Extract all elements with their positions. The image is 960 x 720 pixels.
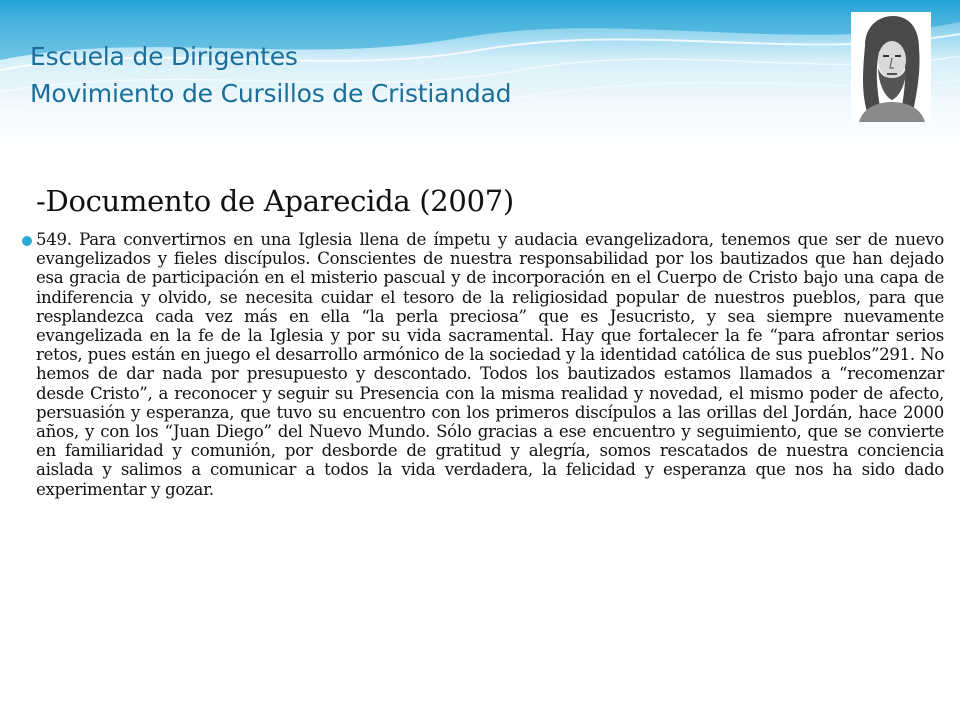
header-wave-decoration (0, 0, 960, 150)
bullet-dot-icon (22, 236, 32, 246)
slide-header (0, 0, 960, 150)
document-heading: -Documento de Aparecida (2007) (36, 184, 514, 218)
christ-portrait-icon (851, 12, 931, 122)
header-title-line1: Escuela de Dirigentes (30, 42, 298, 71)
quote-paragraph: 549. Para convertirnos en una Iglesia llena de ímpetu y audacia evangelizadora, tenemos que ser de nuevo evangelizados y fieles discípulos. Conscientes de nuestra responsabilidad por los bautizados que han dejado esa gracia de participación en el misterio pascual y de incorporación en el Cuerpo de Cristo bajo una capa de indiferencia y olvido, se necesita cuidar el tesoro de la religiosidad popular de nuestros pueblos, para que resplandezca cada vez más en ella “la perla preciosa” que es Jesucristo, y sea siempre nuevamente evangelizada en la fe de la Iglesia y por su vida sacramental. Hay que fortalecer la fe “para afrontar serios retos, pues están en juego el desarrollo armónico de la sociedad y la identidad católica de sus pueblos”291. No hemos de dar nada por presupuesto y descontado. Todos los bautizados estamos llamados a “recomenzar desde Cristo”, a reconocer y seguir su Presencia con la misma realidad y novedad, el mismo poder de afecto, persuasión y esperanza, que tuvo su encuentro con los primeros discípulos a las orillas del Jordán, hace 2000 años, y con los “Juan Diego” del Nuevo Mundo. Sólo gracias a ese encuentro y seguimiento, que se convierte en familiaridad y comunión, por desborde de gratitud y alegría, somos rescatados de nuestra conciencia aislada y salimos a comunicar a todos la vida verdadera, la felicidad y esperanza que nos ha sido dado experimentar y gozar. (36, 230, 944, 499)
header-title-line2: Movimiento de Cursillos de Cristiandad (30, 79, 512, 108)
